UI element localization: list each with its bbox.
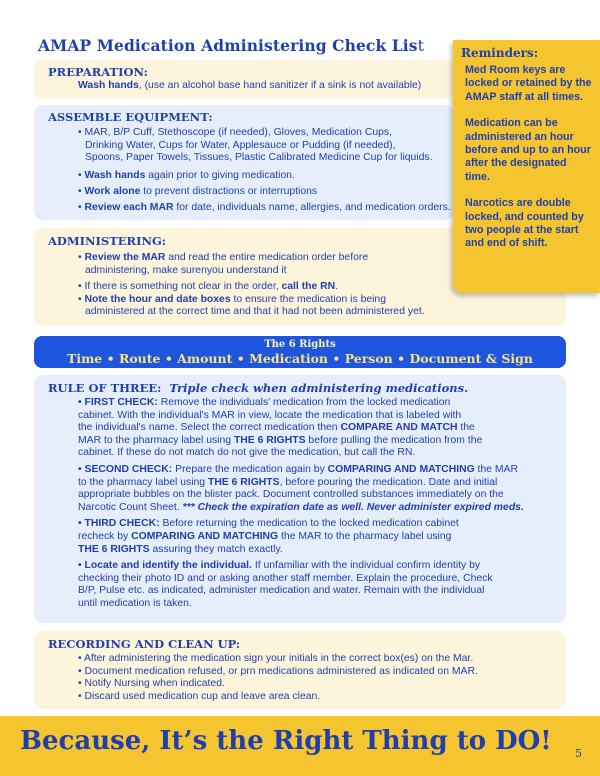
recording-section [34, 631, 566, 709]
preparation-section [34, 60, 454, 99]
equipment-list: • MAR, B/P Cuff, Stethoscope (if needed), Gloves, Medication Cups, Drinking Water, Cups for Water, Applesauce or Pudding (if needed), Spoons, Paper Towels, Tissues, Plastic Calibrated Medicine Cup for liquids. • Wash hands again prior to giving medication. • Work alone to prevent distractions or interruptions • Review each MAR for date, individuals name, allergies, and medication orders. [78, 127, 451, 213]
reminders-panel [453, 40, 600, 293]
administering-list: • Review the MAR and read the entire medication order before administering, make surenyou understand it • If there is something not clear in the order, call the RN. • Note the hour and date boxes to ensure the medication is being administered at the correct time and that it had not been administered yet. [78, 252, 425, 318]
rule-heading: RULE OF THREE: Triple check when administering medications. [48, 381, 469, 395]
page-title: AMAP Medication Administering Check List [38, 36, 424, 55]
equipment-section [34, 105, 454, 220]
six-rights-banner [34, 336, 566, 368]
preparation-text: Wash hands, (use an alcohol base hand sanitizer if a sink is not available) [78, 80, 422, 91]
recording-list: • After administering the medication sign your initials in the correct box(es) on the Mar. • Document medication refused, or prn medications administered as indicated on MAR. • Notify Nursing when indicated. • Discard used medication cup and leave area clean. [78, 653, 478, 702]
reminder-timing: Medication can be administered an hour before and up to an hour after the designated time. [465, 117, 591, 183]
footer-banner [0, 716, 600, 776]
footer-slogan: Because, It’s the Right Thing to DO! [20, 726, 552, 756]
reminder-narcotics: Narcotics are double locked, and counted by two people at the start and end of shift. [465, 197, 584, 250]
rule-of-three-section [34, 375, 566, 623]
reminders-heading: Reminders: [461, 46, 539, 60]
page-number: 5 [575, 747, 582, 760]
reminders-body [465, 64, 593, 264]
administering-heading: ADMINISTERING: [48, 234, 167, 248]
preparation-heading: PREPARATION: [48, 65, 148, 79]
recording-heading: RECORDING AND CLEAN UP: [48, 637, 241, 651]
equipment-heading: ASSEMBLE EQUIPMENT: [48, 110, 213, 124]
reminder-keys: Med Room keys are locked or retained by the AMAP staff at all times. [465, 64, 592, 103]
six-rights-items: Time • Route • Amount • Medication • Person • Document & Sign [67, 351, 533, 366]
six-rights-title: The 6 Rights [264, 339, 336, 350]
rule-checks: • FIRST CHECK: Remove the individuals' medication from the locked medication cabinet. With the individual's MAR in view, locate the medication that is labeled with the individual's name. Select the correct medication then COMPARE AND MATCH the MAR to the pharmacy label using THE 6 RIGHTS before pulling the medication from the cabinet. If these do not match do not give the medication, but call the RN. • SECOND CHECK: Prepare the medication again by COMPARING AND MATCHING the MAR to the pharmacy label using THE 6 RIGHTS, before pouring the medication. Date and initial appropriate bubbles on the blister pack. Document controlled substances immediately on the Narcotic Count Sheet. *** Check the expiration date as well. Never administer expired meds. • THIRD CHECK: Before returning the medication to the locked medication cabinet recheck by COMPARING AND MATCHING the MAR to the pharmacy label using THE 6 RIGHTS assuring they match exactly. • Locate and identify the individual. If unfamiliar with the individual confirm identity by checking their photo ID and or asking another staff member. Explain the procedure, Check B/P, Pulse etc. as indicated, administer medication and water. Remain with the individual until medication is taken. [78, 397, 524, 609]
